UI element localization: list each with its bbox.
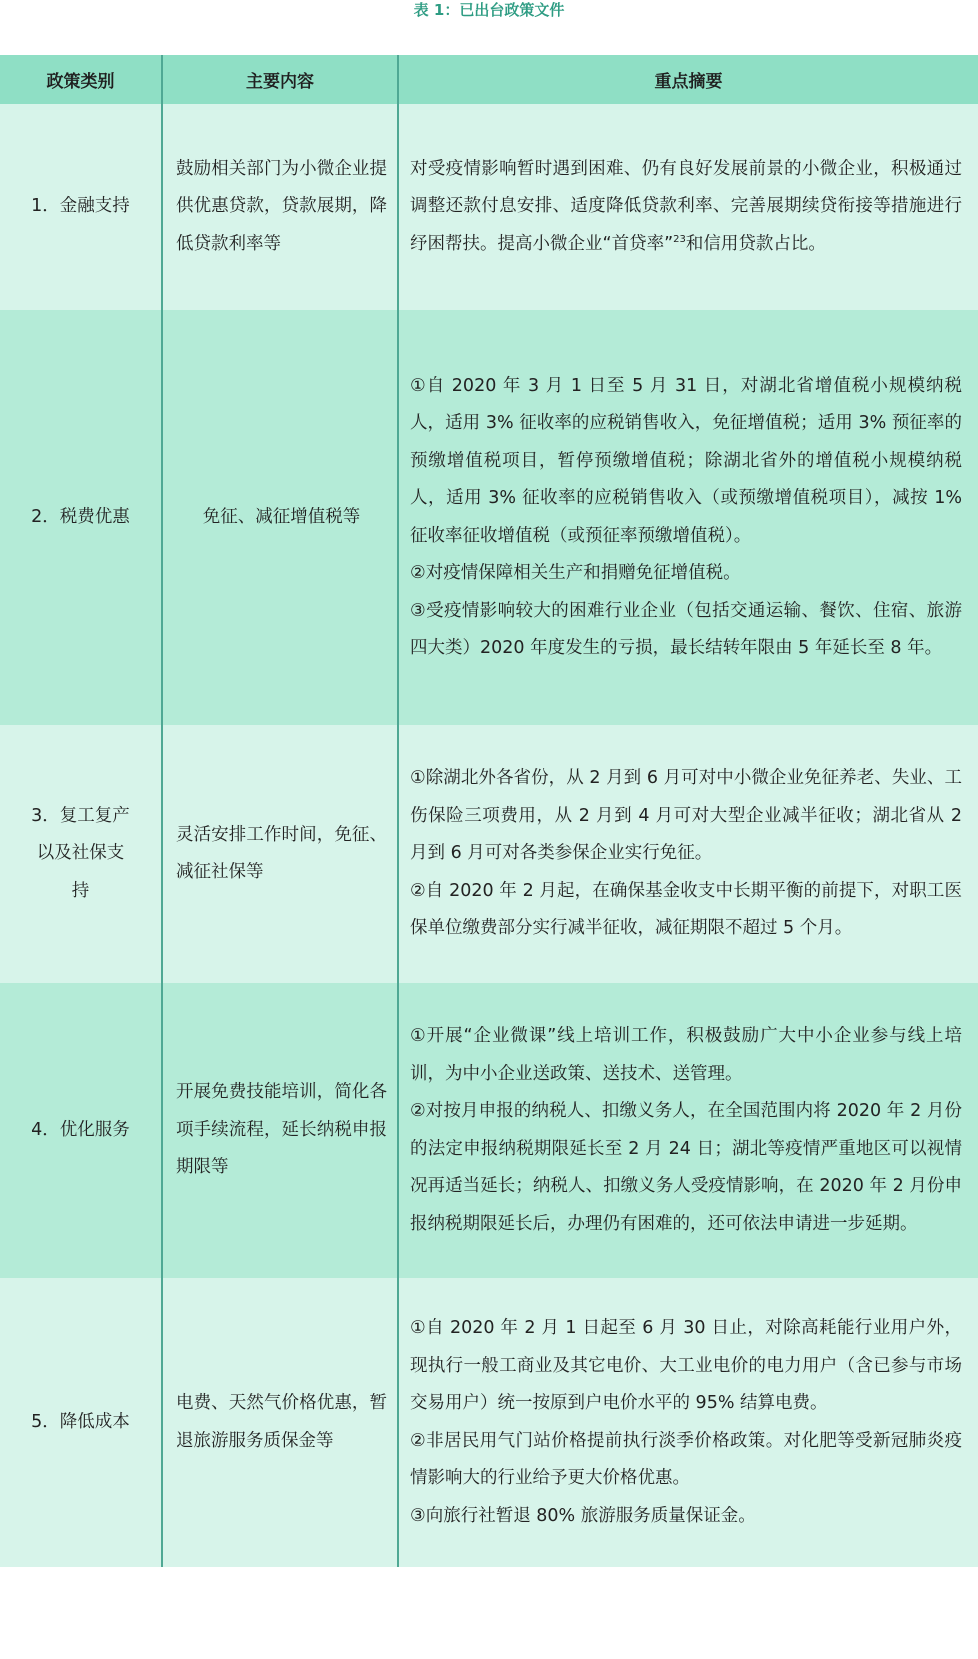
summary-paragraph: ③向旅行社暂退 80% 旅游服务质量保证金。 [410,1505,756,1526]
category-cell: 3．复工复产以及社保支持 [0,725,162,983]
table-header-row [0,55,978,104]
table-row [0,725,978,983]
main-content-cell: 开展免费技能培训，简化各项手续流程，延长纳税申报期限等 [162,983,398,1278]
summary-cell [398,104,978,310]
main-content-cell: 鼓励相关部门为小微企业提供优惠贷款，贷款展期，降低贷款利率等 [162,104,398,310]
table-caption: 表 1：已出台政策文件 [413,1,565,19]
category-cell: 1．金融支持 [0,104,162,310]
main-content-cell: 电费、天然气价格优惠，暂退旅游服务质保金等 [162,1278,398,1567]
table-row [0,1278,978,1567]
header-summary: 重点摘要 [398,55,978,104]
summary-cell [398,1278,978,1567]
summary-cell [398,983,978,1278]
table-row [0,104,978,310]
header-main: 主要内容 [162,55,398,104]
table-row [0,310,978,725]
header-category: 政策类别 [0,55,162,104]
summary-cell [398,725,978,983]
category-cell: 5．降低成本 [0,1278,162,1567]
summary-paragraph: ①自 2020 年 2 月 1 日起至 6 月 30 日止，对除高耗能行业用户外，现执行一般工商业及其它电价、大工业电价的电力用户（含已参与市场交易用户）统一按原到户电价水平的 95% 结算电费。 [410,1318,962,1413]
summary-paragraph: ②对按月申报的纳税人、扣缴义务人，在全国范围内将 2020 年 2 月份的法定申报纳税期限延长至 2 月 24 日；湖北等疫情严重地区可以视情况再适当延长；纳税人、扣缴义务人受疫情影响，在 2020 年 2 月份申报纳税期限延长后，办理仍有困难的，还可依法申请进一步延期。 [410,1101,962,1234]
footnote-marker: 23 [673,233,686,245]
summary-paragraph: ②非居民用气门站价格提前执行淡季价格政策。对化肥等受新冠肺炎疫情影响大的行业给予更大价格优惠。 [410,1430,962,1488]
summary-paragraph: 对受疫情影响暂时遇到困难、仍有良好发展前景的小微企业，积极通过调整还款付息安排、适度降低贷款利率、完善展期续贷衔接等措施进行纾困帮扶。提高小微企业“首贷率”$^{23}$和信用贷款占比。 [410,158,962,254]
summary-paragraph: ①开展“企业微课”线上培训工作，积极鼓励广大中小企业参与线上培训，为中小企业送政策、送技术、送管理。 [410,1026,962,1084]
summary-paragraph: ②自 2020 年 2 月起，在确保基金收支中长期平衡的前提下，对职工医保单位缴费部分实行减半征收，减征期限不超过 5 个月。 [410,880,962,939]
main-content-cell: 灵活安排工作时间，免征、减征社保等 [162,725,398,983]
summary-cell [398,310,978,725]
main-content-cell: 免征、减征增值税等 [162,310,398,725]
summary-paragraph: ①自 2020 年 3 月 1 日至 5 月 31 日，对湖北省增值税小规模纳税人，适用 3% 征收率的应税销售收入，免征增值税；适用 3% 预征率的预缴增值税项目，暂停预缴增值税；除湖北省外的增值税小规模纳税人，适用 3% 征收率的应税销售收入（或预缴增值税项目），减按 1% 征收率征收增值税（或预征率预缴增值税）。 [410,375,962,546]
table-row [0,983,978,1278]
summary-paragraph: ③受疫情影响较大的困难行业企业（包括交通运输、餐饮、住宿、旅游四大类）2020 年度发生的亏损，最长结转年限由 5 年延长至 8 年。 [410,600,962,658]
policy-table [0,55,978,1567]
category-cell: 4．优化服务 [0,983,162,1278]
summary-paragraph: ①除湖北外各省份，从 2 月到 6 月可对中小微企业免征养老、失业、工伤保险三项费用，从 2 月到 4 月可对大型企业减半征收；湖北省从 2 月到 6 月可对各类参保企业实行免征。 [410,768,962,864]
category-cell: 2．税费优惠 [0,310,162,725]
summary-paragraph: ②对疫情保障相关生产和捐赠免征增值税。 [410,563,741,583]
